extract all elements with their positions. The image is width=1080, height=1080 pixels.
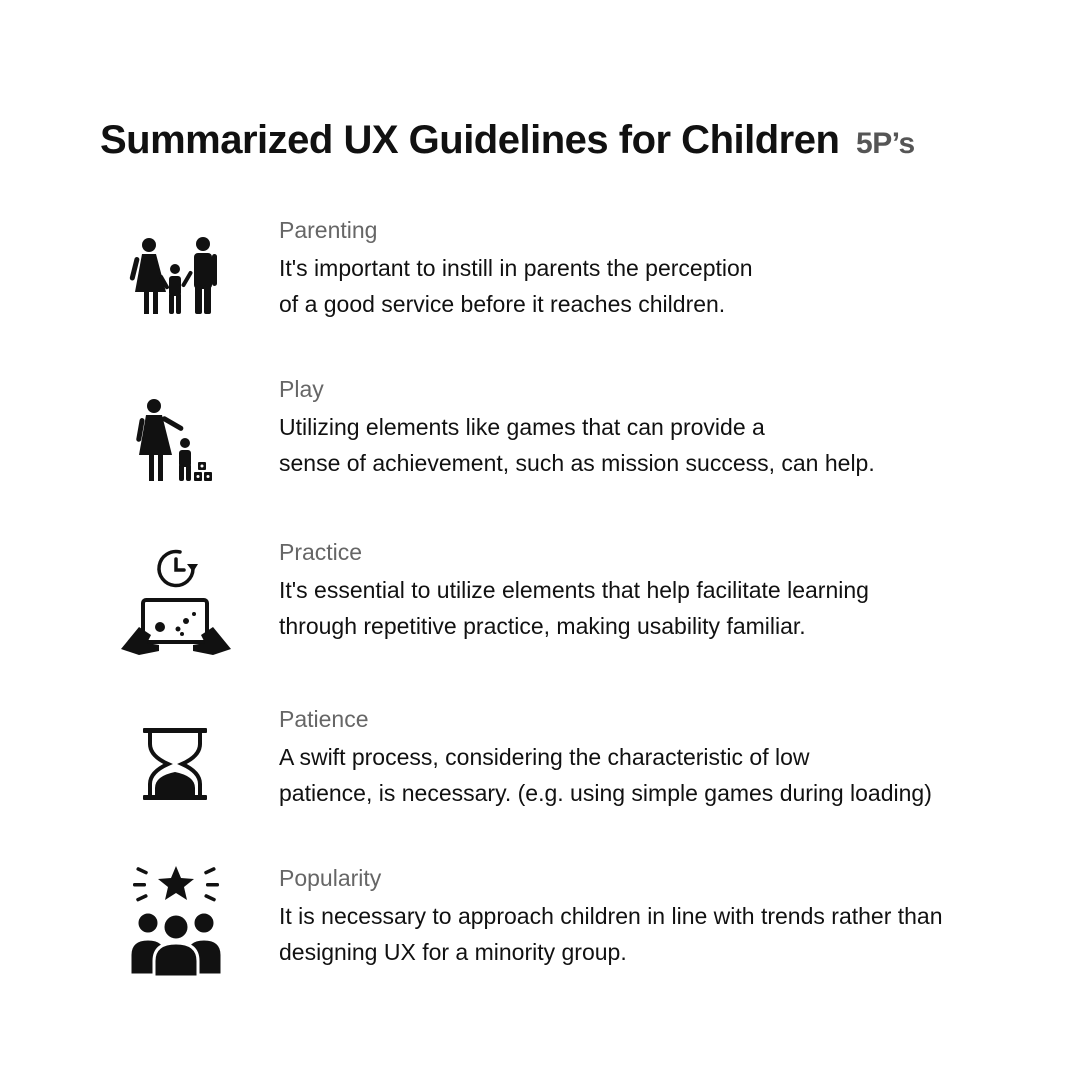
description-line: of a good service before it reaches children. xyxy=(279,291,726,317)
hourglass-icon xyxy=(118,724,234,804)
parent-child-blocks-icon xyxy=(118,398,234,498)
description-line: It's essential to utilize elements that help facilitate learning xyxy=(279,577,869,603)
title-text: Summarized UX Guidelines for Children xyxy=(100,118,840,162)
guideline-label: Parenting xyxy=(279,217,378,243)
description-line: sense of achievement, such as mission success, can help. xyxy=(279,450,875,476)
guideline-description xyxy=(279,739,1069,811)
description-line: It is necessary to approach children in line with trends rather than xyxy=(279,903,943,929)
guideline-label: Patience xyxy=(279,706,369,732)
title-subtitle: 5P’s xyxy=(856,127,915,160)
family-icon xyxy=(118,235,234,335)
description-line: patience, is necessary. (e.g. using simple games during loading) xyxy=(279,780,932,806)
tablet-clock-icon xyxy=(118,545,234,657)
description-line: A swift process, considering the characteristic of low xyxy=(279,744,810,770)
guideline-description xyxy=(279,409,1069,481)
guideline-description xyxy=(279,898,1069,970)
description-line: It's important to instill in parents the perception xyxy=(279,255,753,281)
page-title xyxy=(100,118,915,163)
guideline-description xyxy=(279,572,1069,644)
description-line: Utilizing elements like games that can provide a xyxy=(279,414,765,440)
guideline-label: Play xyxy=(279,376,324,402)
description-line: designing UX for a minority group. xyxy=(279,939,627,965)
guideline-label: Practice xyxy=(279,539,363,565)
guideline-label: Popularity xyxy=(279,865,382,891)
guideline-description xyxy=(279,250,1069,322)
description-line: through repetitive practice, making usability familiar. xyxy=(279,613,806,639)
group-star-icon xyxy=(118,863,234,979)
